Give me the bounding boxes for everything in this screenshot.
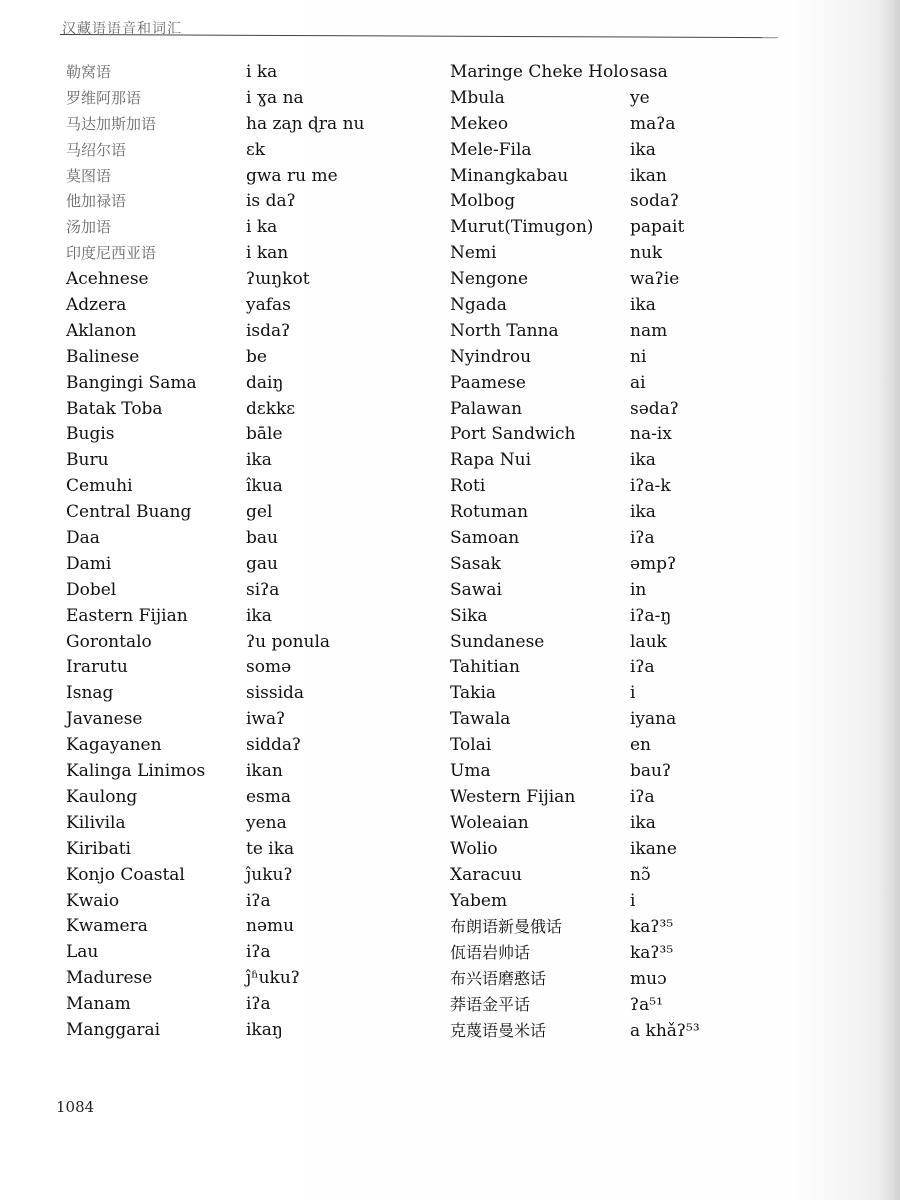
word-form: ai (630, 372, 646, 393)
vocab-row (450, 889, 830, 915)
vocab-row (66, 681, 446, 707)
language-name: Mele-Fila (450, 139, 532, 160)
word-form: maʔa (630, 113, 676, 134)
word-form: en (630, 735, 652, 756)
page-edge-shadow (878, 0, 900, 1200)
word-form: be (246, 346, 267, 367)
vocab-row (66, 164, 446, 190)
word-form: sədaʔ (630, 398, 679, 419)
word-form: bāle (246, 424, 283, 445)
vocab-row (450, 785, 830, 811)
vocab-row (450, 319, 830, 345)
word-form: iʔa-k (630, 476, 671, 497)
language-name: Nemi (450, 243, 497, 264)
word-form: muɔ (630, 969, 667, 990)
vocab-row (66, 526, 446, 552)
word-form: ika (630, 502, 656, 523)
word-form: ikane (630, 838, 677, 859)
word-form: i ka (246, 217, 278, 238)
language-name: Xaracuu (450, 864, 522, 885)
word-form: na-ix (630, 424, 672, 445)
word-form: sodaʔ (630, 191, 680, 212)
word-form: ʔɯŋkot (246, 269, 310, 290)
language-name: Kwaio (66, 890, 120, 911)
vocab-row (66, 267, 446, 293)
language-name: Acehnese (66, 269, 149, 290)
vocab-row (66, 889, 446, 915)
language-name: Yabem (450, 890, 508, 911)
vocab-row (66, 371, 446, 397)
word-form: gel (246, 502, 273, 523)
vocab-row (66, 319, 446, 345)
word-form: siddaʔ (246, 735, 302, 756)
word-form: ikan (630, 165, 667, 186)
vocab-row (66, 837, 446, 863)
word-form: iʔa (246, 890, 271, 911)
right-column (450, 60, 830, 1044)
vocab-row (66, 86, 446, 112)
language-name: 莫图语 (66, 166, 112, 185)
word-form: esma (246, 786, 292, 807)
language-name: Kalinga Linimos (66, 761, 206, 782)
vocab-row (450, 604, 830, 630)
vocab-row (66, 138, 446, 164)
vocab-row (66, 189, 446, 215)
word-form: ĵʱukuʔ (246, 968, 300, 989)
language-name: Port Sandwich (450, 424, 576, 445)
language-name: Kwamera (66, 916, 148, 937)
word-form: nam (630, 320, 668, 341)
language-name: Konjo Coastal (66, 864, 185, 885)
word-form: ni (630, 346, 647, 367)
language-name: Dami (66, 553, 112, 574)
vocab-row (66, 1018, 446, 1044)
language-name: Sawai (450, 579, 502, 600)
vocab-row (66, 474, 446, 500)
language-name: Woleaian (450, 812, 529, 833)
page-number: 1084 (56, 1098, 95, 1116)
word-form: dɛkkɛ (246, 398, 296, 419)
vocab-row (450, 1018, 830, 1044)
vocab-row (66, 707, 446, 733)
vocab-row (450, 293, 830, 319)
word-form: iʔa (630, 786, 655, 807)
language-name: Sasak (450, 553, 501, 574)
language-name: Manggarai (66, 1019, 161, 1040)
language-name: North Tanna (450, 320, 559, 341)
word-form: iʔa (630, 657, 655, 678)
word-form: iwaʔ (246, 709, 286, 730)
language-name: Javanese (66, 709, 143, 730)
word-form: ika (246, 450, 272, 471)
language-name: Nyindrou (450, 346, 532, 367)
language-name: Daa (66, 528, 100, 549)
vocab-row (66, 112, 446, 138)
vocab-row (450, 112, 830, 138)
vocab-row (450, 655, 830, 681)
language-name: Sika (450, 605, 488, 626)
vocab-row (450, 164, 830, 190)
word-form: i kan (246, 243, 289, 264)
word-form: bauʔ (630, 761, 672, 782)
language-name: Nengone (450, 269, 529, 290)
word-form: a khǎʔ⁵³ (630, 1020, 700, 1041)
language-name: Minangkabau (450, 165, 569, 186)
language-name: Batak Toba (66, 398, 163, 419)
language-name: Gorontalo (66, 631, 152, 652)
word-form: ika (630, 812, 656, 833)
vocab-row (66, 578, 446, 604)
language-name: 他加禄语 (66, 192, 127, 211)
word-form: ha zaɲ ɖra nu (246, 113, 365, 134)
word-form: ika (246, 605, 272, 626)
language-name: Dobel (66, 579, 117, 600)
language-name: Paamese (450, 372, 526, 393)
language-name: 罗维阿那语 (66, 88, 142, 107)
vocab-row (450, 448, 830, 474)
vocab-row (450, 86, 830, 112)
word-form: lauk (630, 631, 667, 652)
word-form: ika (630, 139, 656, 160)
language-name: Central Buang (66, 502, 192, 523)
word-form: kaʔ³⁵ (630, 917, 674, 938)
language-name: Tawala (450, 709, 511, 730)
word-form: i (630, 683, 636, 704)
vocab-row (66, 448, 446, 474)
vocab-row (450, 138, 830, 164)
vocab-row (66, 992, 446, 1018)
vocab-row (450, 837, 830, 863)
word-form: is daʔ (246, 191, 296, 212)
vocab-row (450, 992, 830, 1018)
word-form: iʔa-ŋ (630, 605, 672, 626)
language-name: Eastern Fijian (66, 605, 188, 626)
language-name: Murut(Timugon) (450, 217, 594, 238)
vocab-row (450, 371, 830, 397)
language-name: 克蔑语曼米话 (450, 1020, 547, 1040)
left-column (66, 60, 446, 1044)
word-form: papait (630, 217, 685, 238)
vocab-row (450, 759, 830, 785)
word-form: isdaʔ (246, 320, 291, 341)
vocab-row (66, 345, 446, 371)
word-form: te ika (246, 838, 295, 859)
vocab-row (450, 215, 830, 241)
language-name: Mbula (450, 87, 505, 108)
vocab-row (450, 397, 830, 423)
language-name: Manam (66, 994, 131, 1015)
word-form: iyana (630, 709, 677, 730)
word-form: əmpʔ (630, 553, 677, 574)
word-form: iʔa (246, 942, 271, 963)
language-name: Lau (66, 942, 99, 963)
language-name: Madurese (66, 968, 153, 989)
word-form: îkua (246, 476, 283, 497)
language-name: Kiribati (66, 838, 131, 859)
language-name: Wolio (450, 838, 498, 859)
language-name: Ngada (450, 295, 507, 316)
vocab-row (450, 733, 830, 759)
word-form: kaʔ³⁵ (630, 943, 674, 964)
language-name: Irarutu (66, 657, 128, 678)
vocab-row (450, 940, 830, 966)
vocab-row (66, 733, 446, 759)
word-form: in (630, 579, 647, 600)
word-form: ika (630, 295, 656, 316)
vocab-row (66, 863, 446, 889)
language-name: Rapa Nui (450, 450, 532, 471)
language-name: Adzera (66, 295, 127, 316)
vocab-row (66, 655, 446, 681)
word-form: sasa (630, 62, 668, 82)
language-name: Palawan (450, 398, 523, 419)
language-name: Cemuhi (66, 476, 133, 497)
word-form: ika (630, 450, 656, 471)
vocab-row (450, 811, 830, 837)
vocab-row (66, 604, 446, 630)
word-form: somə (246, 657, 292, 678)
language-name: Bangingi Sama (66, 372, 197, 393)
word-form: ikaŋ (246, 1019, 283, 1040)
language-name: Buru (66, 450, 109, 471)
word-form: nɔ̃ (630, 864, 651, 885)
vocab-row (450, 630, 830, 656)
word-form: ʔa⁵¹ (630, 995, 663, 1016)
language-name: 佤语岩帅话 (450, 943, 531, 963)
vocab-row (450, 578, 830, 604)
word-form: bau (246, 528, 278, 549)
language-name: Western Fijian (450, 786, 576, 807)
word-form: yafas (246, 295, 291, 316)
vocab-row (66, 241, 446, 267)
vocab-row (450, 966, 830, 992)
language-name: Maringe Cheke Holo (450, 62, 629, 82)
vocab-row (450, 526, 830, 552)
vocab-row (66, 422, 446, 448)
vocab-row (450, 189, 830, 215)
vocab-row (450, 500, 830, 526)
language-name: Uma (450, 761, 491, 782)
word-form: i ka (246, 62, 278, 82)
vocab-row (66, 759, 446, 785)
vocab-row (66, 940, 446, 966)
language-name: 汤加语 (66, 218, 112, 237)
vocab-row (66, 630, 446, 656)
language-name: 马绍尔语 (66, 140, 127, 159)
vocab-row (66, 215, 446, 241)
vocab-row (450, 267, 830, 293)
vocab-row (66, 811, 446, 837)
word-form: nuk (630, 243, 663, 264)
word-form: iʔa (246, 994, 271, 1015)
vocab-row (450, 241, 830, 267)
language-name: Kaulong (66, 786, 138, 807)
language-name: Balinese (66, 346, 140, 367)
language-name: 布兴语磨憨话 (450, 969, 547, 989)
word-form: iʔa (630, 528, 655, 549)
vocab-row (450, 863, 830, 889)
word-form: sissida (246, 683, 305, 704)
language-name: Isnag (66, 683, 114, 704)
word-form: nəmu (246, 916, 295, 937)
language-name: Sundanese (450, 631, 545, 652)
word-form: gwa ru me (246, 165, 338, 186)
word-form: gau (246, 553, 278, 574)
vocab-row (450, 60, 830, 86)
word-form: i (630, 890, 636, 911)
language-name: 马达加斯加语 (66, 114, 157, 133)
word-form: i ɣa na (246, 87, 304, 108)
word-form: ɛk (246, 139, 266, 160)
language-name: 布朗语新曼俄话 (450, 917, 563, 937)
language-name: Aklanon (66, 320, 137, 341)
vocab-row (450, 552, 830, 578)
word-form: waʔie (630, 269, 680, 290)
word-form: ikan (246, 761, 283, 782)
language-name: Bugis (66, 424, 115, 445)
language-name: Tolai (450, 735, 492, 756)
vocab-row (450, 707, 830, 733)
word-form: ʔu ponula (246, 631, 331, 652)
vocab-row (66, 500, 446, 526)
vocab-row (66, 785, 446, 811)
vocab-row (66, 914, 446, 940)
language-name: 印度尼西亚语 (66, 244, 157, 263)
vocab-row (66, 60, 446, 86)
vocab-row (66, 966, 446, 992)
running-header: 汉藏语语音和词汇 (62, 21, 182, 37)
language-name: Mekeo (450, 113, 509, 134)
language-name: 莽语金平话 (450, 995, 531, 1015)
vocab-row (66, 397, 446, 423)
language-name: Rotuman (450, 502, 529, 523)
word-form: siʔa (246, 579, 280, 600)
vocab-row (450, 474, 830, 500)
language-name: Molbog (450, 191, 516, 212)
language-name: Roti (450, 476, 486, 497)
vocab-row (450, 422, 830, 448)
vocab-row (450, 345, 830, 371)
word-form: ĵukuʔ (246, 864, 293, 885)
vocab-row (66, 552, 446, 578)
language-name: 勒窝语 (66, 63, 112, 81)
vocab-row (450, 914, 830, 940)
vocab-row (66, 293, 446, 319)
word-form: yena (246, 812, 287, 833)
language-name: Kilivila (66, 812, 126, 833)
language-name: Samoan (450, 528, 520, 549)
word-form: ye (630, 87, 650, 108)
language-name: Kagayanen (66, 735, 162, 756)
language-name: Tahitian (450, 657, 520, 678)
vocab-row (450, 681, 830, 707)
language-name: Takia (450, 683, 497, 704)
word-form: daiŋ (246, 372, 284, 393)
